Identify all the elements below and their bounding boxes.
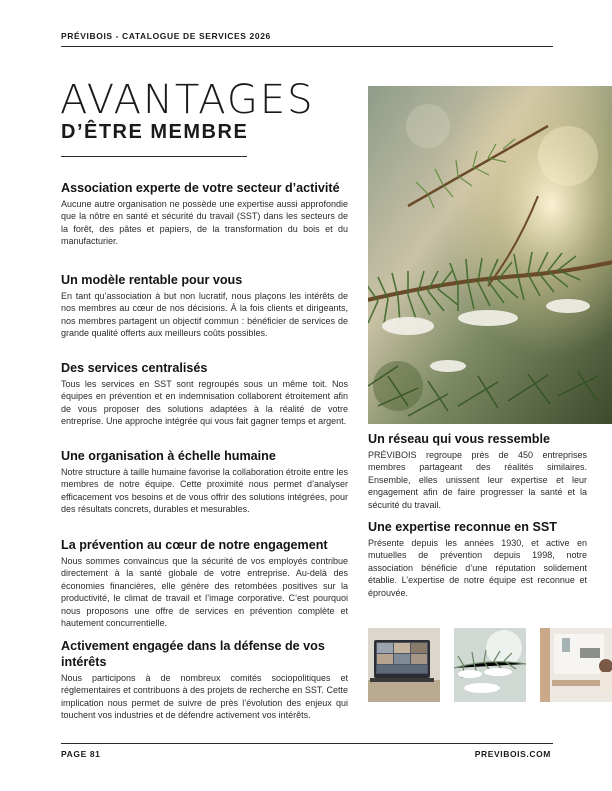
page-title: AVANTAGES: [60, 77, 315, 123]
section-body: Nous participons à de nombreux comités sociopolitiques et réglementaires et contribuons à des projets de recherche en SST. Cette implication nous permet de suivre de près l’évolution des enjeux qui touchent vos industries et de défendre activement vos intérêts.: [61, 673, 348, 721]
section-expertise-sst: [368, 519, 587, 599]
section-defense-interets: [61, 638, 348, 722]
website-link[interactable]: PREVIBOIS.COM: [474, 749, 551, 759]
section-body: Aucune autre organisation ne possède une expertise aussi approfondie que la nôtre en santé et sécurité du travail (SST) dans les secteurs de la forêt, des pâtes et papiers, de la transformation du bois et du manufacturier.: [61, 199, 348, 247]
section-body: Présente depuis les années 1930, et active en mutuelles de prévention depuis 1998, notre association bénéficie d’une réputation solidement établie. L’expertise de notre équipe est reconnue et éprouvée.: [368, 538, 587, 598]
section-prevention: [61, 537, 348, 629]
section-heading: Une organisation à échelle humaine: [61, 449, 276, 463]
section-body: Notre structure à taille humaine favorise la collaboration étroite entre les membres de notre équipe. Cette proximité nous permet d’analyser efficacement vos besoins et de vous offrir des solutions intégrées, pour des résultats concrets, durables et mesurables.: [61, 467, 348, 515]
section-heading: Un réseau qui vous ressemble: [368, 432, 550, 446]
section-heading: Une expertise reconnue en SST: [368, 520, 557, 534]
section-heading: Des services centralisés: [61, 361, 208, 375]
page-header: PRÉVIBOIS - CATALOGUE DE SERVICES 2026: [61, 31, 271, 41]
footer-rule: [61, 743, 553, 744]
section-centralises: [61, 360, 348, 428]
page-number: PAGE 81: [61, 749, 101, 759]
office-meeting-photo: [540, 628, 612, 702]
header-rule: [61, 46, 553, 47]
section-reseau: [368, 431, 587, 511]
section-heading: La prévention au cœur de notre engagement: [61, 538, 328, 552]
section-heading: Activement engagée dans la défense de vos intérêts: [61, 639, 325, 669]
snowy-pine-photo: [454, 628, 526, 702]
section-body: En tant qu’association à but non lucratif, nous plaçons les intérêts de nos membres au cœur de nos décisions. À la fois clients et dirigeants, nos membres partagent un objectif commun : bénéficier de services de grande qualité offerts aux meilleurs coûts possibles.: [61, 291, 348, 339]
video-conference-photo: [368, 628, 440, 702]
section-expertise: [61, 180, 348, 248]
page-subtitle: D’ÊTRE MEMBRE: [61, 121, 249, 143]
section-body: Nous sommes convaincus que la sécurité de vos employés contribue directement à la santé globale de votre entreprise. Au-delà des économies financières, elle génère des retombées positives sur la productivité, le climat de travail et l’image corporative. C’est pourquoi nous proposons une offre de services en prévention complète et hautement concurrentielle.: [61, 556, 348, 629]
section-heading: Association experte de votre secteur d’activité: [61, 181, 340, 195]
pine-branch-photo: [368, 86, 612, 424]
section-body: Tous les services en SST sont regroupés sous un même toit. Nos équipes en prévention et en indemnisation collaborent étroitement afin de vous proposer des solutions adaptées à la réalité de votre entreprise. Une approche intégrée qui vous fait gagner temps et argent.: [61, 379, 348, 427]
section-echelle-humaine: [61, 448, 348, 516]
section-body: PRÉVIBOIS regroupe près de 450 entreprises membres partageant des réalités similaires. Ensemble, elles unissent leur expertise et leur engagement afin de faire progresser la santé et la sécurité du travail.: [368, 450, 587, 510]
title-rule: [61, 156, 247, 157]
section-heading: Un modèle rentable pour vous: [61, 273, 243, 287]
section-rentable: [61, 272, 348, 340]
